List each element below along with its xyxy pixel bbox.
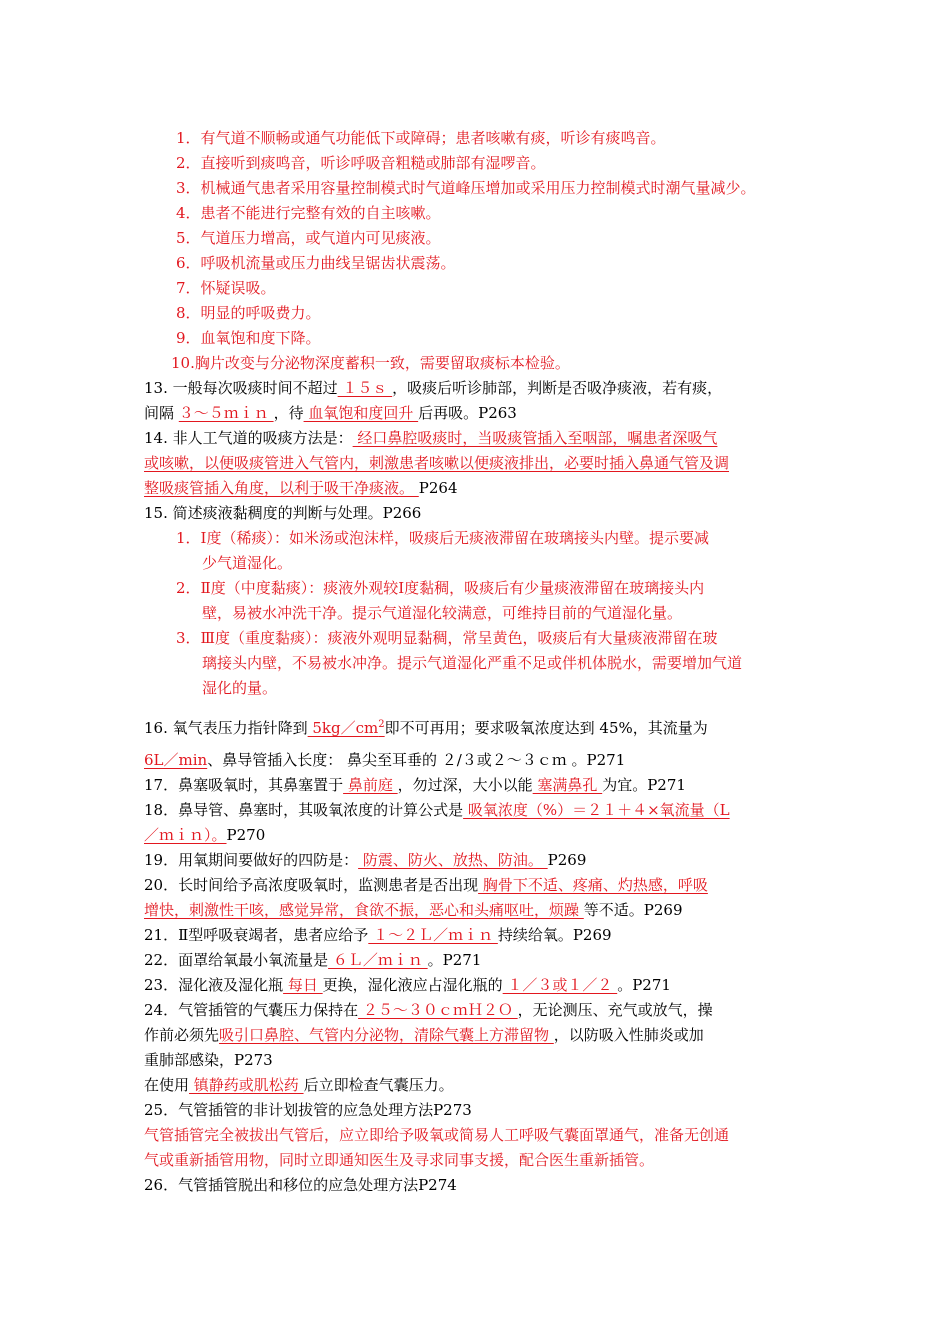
question-text: 24．气管插管的气囊压力保持在 — [144, 1001, 359, 1019]
list-item: 6．呼吸机流量或压力曲线呈锯齿状震荡。 — [176, 254, 456, 272]
answer-blank: 增快，刺激性干咳，感觉异常，食欲不振，恶心和头痛呕吐，烦躁 — [144, 901, 584, 919]
question-19 — [144, 850, 586, 870]
answer-blank: 防震、防火、放热、防油。 — [358, 851, 548, 869]
question-text: 13. 一般每次吸痰时间不超过 — [144, 379, 338, 397]
question-13-line-1 — [144, 378, 722, 398]
answer-line: 气或重新插管用物，同时立即通知医生及寻求同事支援，配合医生重新插管。 — [144, 1151, 655, 1169]
question-25-title: 25．气管插管的非计划拔管的应急处理方法P273 — [144, 1101, 472, 1119]
question-14-line-1 — [144, 428, 717, 448]
list-item: 10.胸片改变与分泌物深度蓄积一致，需要留取痰标本检验。 — [171, 354, 570, 372]
answer-line: 气管插管完全被拔出气管后，应立即给予吸氧或简易人工呼吸气囊面罩通气，准备无创通 — [144, 1126, 730, 1144]
list-item: 3．机械通气患者采用容量控制模式时气道峰压增加或采用压力控制模式时潮气量减少。 — [176, 179, 756, 197]
question-23 — [144, 975, 671, 995]
question-text: 在使用 — [144, 1076, 190, 1094]
answer-blank: 吸氧浓度（%）＝２１＋４×氧流量（L — [463, 801, 730, 819]
answer-blank: ６Ｌ／ｍｉｎ — [328, 951, 428, 969]
question-15-title: 15. 简述痰液黏稠度的判断与处理。P266 — [144, 504, 422, 522]
question-22 — [144, 950, 481, 970]
page-ref: P269 — [547, 851, 587, 869]
list-item: 5．气道压力增高，或气道内可见痰液。 — [176, 229, 441, 247]
question-text: 19．用氧期间要做好的四防是： — [144, 851, 359, 869]
question-text: ，勿过深，大小以能 — [397, 776, 533, 794]
list-item: 8．明显的呼吸费力。 — [176, 304, 321, 322]
question-text: ，待 — [273, 404, 304, 422]
list-item: 9．血氧饱和度下降。 — [176, 329, 321, 347]
answer-line: 3．Ⅲ度（重度黏痰）：痰液外观明显黏稠，常呈黄色，吸痰后有大量痰液滞留在玻 — [176, 629, 718, 647]
question-24-line-1 — [144, 1000, 713, 1020]
question-17 — [144, 775, 686, 795]
answer-line: 壁，易被水冲洗干净。提示气道湿化较满意，可维持目前的气道湿化量。 — [202, 604, 683, 622]
list-item: 7．怀疑误吸。 — [176, 279, 276, 297]
question-text: 。P271 — [617, 976, 671, 994]
question-text: 即不可再用；要求吸氧浓度达到 45%，其流量为 — [384, 719, 708, 737]
question-text: 22．面罩给氧最小氧流量是 — [144, 951, 329, 969]
question-20-line-1 — [144, 875, 708, 895]
question-16-line-2 — [144, 750, 625, 770]
question-text: 更换，湿化液应占湿化瓶的 — [322, 976, 503, 994]
answer-line: 2．Ⅱ度（中度黏痰）：痰液外观较Ⅰ度黏稠，吸痰后有少量痰液滞留在玻璃接头内 — [176, 579, 705, 597]
answer-line: 璃接头内壁，不易被水冲净。提示气道湿化严重不足或伴机体脱水，需要增加气道 — [202, 654, 743, 672]
question-18-line-1 — [144, 800, 730, 820]
answer-line: 少气道湿化。 — [202, 554, 293, 572]
answer-blank: 整吸痰管插入角度，以利于吸干净痰液。 — [144, 479, 419, 497]
question-text: 后再吸。P263 — [418, 404, 517, 422]
question-20-line-2 — [144, 900, 683, 920]
answer-blank: 每日 — [283, 976, 323, 994]
question-text: 18．鼻导管、鼻塞时，其吸氧浓度的计算公式是 — [144, 801, 464, 819]
answer-blank: 6L／min — [144, 751, 208, 769]
answer-value: 5kg／cm — [307, 719, 379, 737]
list-item: 2．直接听到痰鸣音，听诊呼吸音粗糙或肺部有湿啰音。 — [176, 154, 546, 172]
question-24-line-4 — [144, 1075, 454, 1095]
answer-blank — [308, 719, 385, 737]
question-text: ，以防吸入性肺炎或加 — [553, 1026, 704, 1044]
question-26-title: 26．气管插管脱出和移位的应急处理方法P274 — [144, 1176, 457, 1194]
question-text: 16. 氧气表压力指针降到 — [144, 719, 308, 737]
answer-blank: １／３或１／２ — [502, 976, 618, 994]
question-21 — [144, 925, 612, 945]
answer-blank: ３～５ｍｉｎ — [178, 404, 274, 422]
answer-blank: ２５～３０ｃｍＨ２Ｏ — [358, 1001, 518, 1019]
page-ref: P264 — [418, 479, 458, 497]
list-item: 4．患者不能进行完整有效的自主咳嗽。 — [176, 204, 441, 222]
answer-blank: １～２Ｌ／ｍｉｎ — [368, 926, 498, 944]
answer-blank: 吸引口鼻腔、气管内分泌物，清除气囊上方滞留物 — [219, 1026, 554, 1044]
question-14-line-3 — [144, 478, 458, 498]
question-text: 。P271 — [427, 951, 482, 969]
answer-blank: 镇静药或肌松药 — [189, 1076, 304, 1094]
question-text: 等不适。P269 — [583, 901, 683, 919]
question-16-line-1 — [144, 718, 708, 738]
question-text: 14. 非人工气道的吸痰方法是： — [144, 429, 353, 447]
page-ref: P270 — [226, 826, 266, 844]
question-24-line-2 — [144, 1025, 704, 1045]
answer-blank: 鼻前庭 — [343, 776, 398, 794]
answer-blank: 血氧饱和度回升 — [303, 404, 419, 422]
question-text: 20．长时间给予高浓度吸氧时，监测患者是否出现 — [144, 876, 479, 894]
superscript: 2 — [378, 719, 385, 730]
answer-blank: １５ｓ — [337, 379, 393, 397]
answer-line: 或咳嗽，以便吸痰管进入气管内，刺激患者咳嗽以便痰液排出，必要时插入鼻通气管及调 — [144, 454, 730, 472]
answer-blank: 塞满鼻孔 — [532, 776, 603, 794]
question-text: 21．Ⅱ型呼吸衰竭者，患者应给予 — [144, 926, 369, 944]
question-text: 、鼻导管插入长度： 鼻尖至耳垂的 ２/３或２～３ｃｍ 。P271 — [207, 751, 626, 769]
question-18-line-2 — [144, 825, 265, 845]
answer-blank: ／ｍｉｎ）。 — [144, 826, 227, 844]
question-text: 持续给氧。P269 — [497, 926, 612, 944]
question-text: ，吸痰后听诊肺部，判断是否吸净痰液，若有痰， — [392, 379, 723, 397]
question-13-line-2 — [144, 403, 517, 423]
question-text: 23．湿化液及湿化瓶 — [144, 976, 284, 994]
question-text: 17．鼻塞吸氧时，其鼻塞置于 — [144, 776, 344, 794]
answer-line: 湿化的量。 — [202, 679, 278, 697]
answer-blank: 经口鼻腔吸痰时，当吸痰管插入至咽部，嘱患者深吸气 — [352, 429, 718, 447]
answer-blank: 胸骨下不适、疼痛、灼热感，呼吸 — [478, 876, 708, 894]
question-24-line-3: 重肺部感染，P273 — [144, 1051, 273, 1069]
question-text: 间隔 — [144, 404, 179, 422]
question-text: ，无论测压、充气或放气，操 — [517, 1001, 713, 1019]
list-item: 1．有气道不顺畅或通气功能低下或障碍；患者咳嗽有痰，听诊有痰鸣音。 — [176, 129, 666, 147]
answer-line: 1．Ⅰ度（稀痰）：如米汤或泡沫样，吸痰后无痰液滞留在玻璃接头内壁。提示要减 — [176, 529, 709, 547]
question-text: 后立即检查气囊压力。 — [303, 1076, 454, 1094]
question-text: 为宜。P271 — [602, 776, 686, 794]
question-text: 作前必须先 — [144, 1026, 220, 1044]
